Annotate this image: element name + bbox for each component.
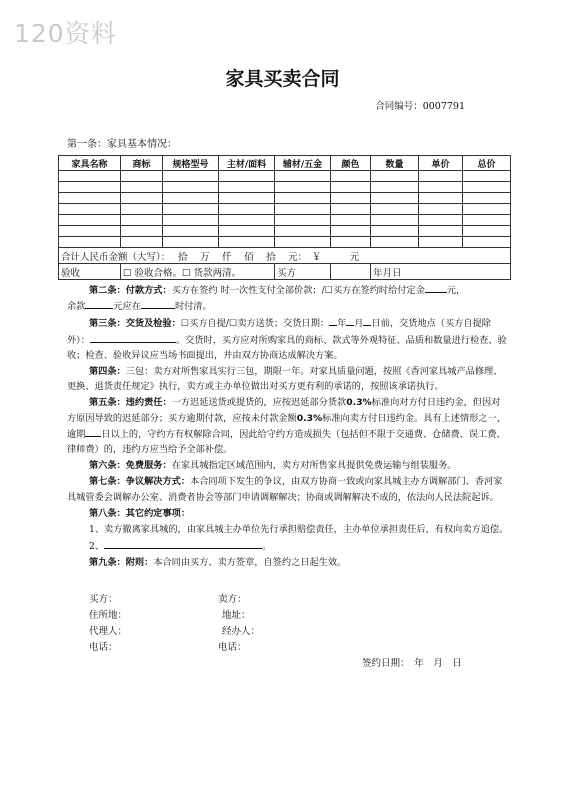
section-1-heading: 第一条：家具基本情况： <box>67 139 177 150</box>
seller-signature-label: 卖方： <box>218 594 247 605</box>
table-header-row <box>59 156 511 171</box>
table-cell[interactable] <box>419 237 463 248</box>
table-cell[interactable] <box>219 237 275 248</box>
header-cell: 商标 <box>121 156 163 171</box>
signing-date-label: 签约日期： 年 月 日 <box>362 658 462 669</box>
table-cell[interactable] <box>219 215 275 226</box>
contract-number: 合同编号：0007791 <box>375 101 465 112</box>
table-row <box>59 171 511 182</box>
clause-3-year: 年 <box>337 318 347 330</box>
table-cell[interactable] <box>419 204 463 215</box>
table-cell[interactable] <box>219 226 275 237</box>
table-row <box>59 193 511 204</box>
table-cell[interactable] <box>463 182 511 193</box>
table-cell[interactable] <box>275 193 331 204</box>
buyer-label: 买方 <box>275 264 331 280</box>
acceptance-date[interactable]: 年月日 <box>371 264 511 280</box>
clause-5-text-b: 标准向对方付日违约金，但因对方原因导致的迟延部分；买方逾期付款，应按未付款金额 <box>67 397 501 424</box>
clause-4-title: 第四条： <box>89 366 126 378</box>
clause-8-item-2-prefix: 2、 <box>89 541 105 553</box>
clause-3 <box>67 315 509 363</box>
clause-3-text-b: 日前，交货地点（买方自提除外）： <box>67 318 491 346</box>
clause-5-title: 第五条：违约责任： <box>89 397 172 409</box>
table-cell[interactable] <box>59 193 121 204</box>
table-row <box>59 237 511 248</box>
watermark-logo: 120资料 <box>14 19 117 48</box>
clause-5-text-d: 日以上的，守约方有权解除合同，因此给守约方造成损失（包括但不限于交通费、仓储费、误工费、律师费）的，违约方应当给予全部补偿。 <box>67 428 506 456</box>
header-cell: 主材/面料 <box>219 156 275 171</box>
table-cell[interactable] <box>219 182 275 193</box>
balance-blank[interactable] <box>85 298 113 309</box>
clause-5-text-a: 一方迟延送货或提货的，应按迟延部分货款 <box>171 397 347 409</box>
table-cell[interactable] <box>371 204 419 215</box>
table-cell[interactable] <box>163 193 219 204</box>
table-cell[interactable] <box>59 237 121 248</box>
table-cell[interactable] <box>59 204 121 215</box>
clause-3-title: 第三条：交货及检验： <box>89 318 181 330</box>
balance-time-blank[interactable] <box>141 298 175 309</box>
table-cell[interactable] <box>121 237 163 248</box>
table-cell[interactable] <box>59 215 121 226</box>
table-cell[interactable] <box>463 215 511 226</box>
clause-5-pct-2: 0.3% <box>296 412 323 424</box>
header-cell: 单价 <box>419 156 463 171</box>
handler-label: 经办人： <box>222 626 261 637</box>
clause-2-text-e: 时付清。 <box>174 301 212 313</box>
acceptance-row <box>59 264 511 280</box>
table-cell[interactable] <box>463 226 511 237</box>
table-cell[interactable] <box>463 171 511 182</box>
header-cell: 规格型号 <box>163 156 219 171</box>
clause-9 <box>67 555 509 570</box>
acceptance-checkboxes[interactable]: ☐ 验收合格。☐ 货款两清。 <box>121 264 275 280</box>
table-row <box>59 215 511 226</box>
table-cell[interactable] <box>275 226 331 237</box>
table-cell[interactable] <box>331 237 371 248</box>
table-cell[interactable] <box>275 182 331 193</box>
table-cell[interactable] <box>219 171 275 182</box>
table-cell[interactable] <box>163 182 219 193</box>
table-cell[interactable] <box>371 171 419 182</box>
table-cell[interactable] <box>59 171 121 182</box>
buyer-sign-cell[interactable] <box>331 264 371 280</box>
table-row <box>59 182 511 193</box>
document-title: 家具买卖合同 <box>225 68 340 90</box>
table-cell[interactable] <box>371 215 419 226</box>
agent-label: 代理人： <box>89 626 128 637</box>
address-label: 地址： <box>222 610 251 621</box>
clause-5-pct-1: 0.3% <box>346 397 372 409</box>
acceptance-label: 验收 <box>59 264 121 280</box>
clause-8-item-2 <box>67 538 509 554</box>
table-cell[interactable] <box>371 182 419 193</box>
table-cell[interactable] <box>331 193 371 204</box>
table-cell[interactable] <box>331 171 371 182</box>
table-cell[interactable] <box>163 204 219 215</box>
table-cell[interactable] <box>121 193 163 204</box>
table-cell[interactable] <box>331 226 371 237</box>
total-amount-cell[interactable]: 合计人民币金额（大写）： 拾 万 仟 佰 拾 元： ￥ 元 <box>59 248 511 264</box>
contract-clauses <box>67 282 509 572</box>
clause-2-text-d: 元应在 <box>113 301 141 313</box>
other-terms-blank[interactable] <box>104 538 262 549</box>
overdue-days-blank[interactable] <box>85 426 101 437</box>
clause-5-text-c: 标准向卖方付日违约金。具有上述情形之一，逾期 <box>67 412 506 440</box>
table-cell[interactable] <box>419 171 463 182</box>
residence-label: 住所地： <box>89 610 128 621</box>
clause-2-text-b: 元， <box>446 285 466 296</box>
table-cell[interactable] <box>219 193 275 204</box>
table-cell[interactable] <box>275 215 331 226</box>
header-cell: 家具名称 <box>59 156 121 171</box>
table-cell[interactable] <box>121 182 163 193</box>
table-cell[interactable] <box>419 215 463 226</box>
table-cell[interactable] <box>419 182 463 193</box>
table-cell[interactable] <box>371 226 419 237</box>
clause-2-title: 第二条：付款方式： <box>89 285 172 296</box>
seller-phone-label: 电话： <box>218 642 247 653</box>
table-cell[interactable] <box>371 237 419 248</box>
table-cell[interactable] <box>331 204 371 215</box>
table-cell[interactable] <box>463 237 511 248</box>
header-cell: 辅材/五金 <box>275 156 331 171</box>
clause-7-text: 本合同项下发生的争议，由双方协商一致或向家具城主办方调解部门、香河家具城管委会调解办公室、消费者协会等部门申请调解解决；协商或调解解决不成的，依法向人民法院起诉。 <box>67 476 503 503</box>
table-cell[interactable] <box>121 226 163 237</box>
clause-9-text: 本合同由买方、卖方签章，自签约之日起生效。 <box>153 557 347 569</box>
clause-8 <box>67 506 509 521</box>
header-cell: 数量 <box>371 156 419 171</box>
clause-9-title: 第九条：附则： <box>89 557 154 569</box>
clause-3-text-a: ☐买方自提/☐卖方送货；交货日期： <box>180 318 330 330</box>
clause-6-text: 在家具城指定区域范围内，卖方对所售家具提供免费运输与组装服务。 <box>171 460 457 472</box>
buyer-phone-label: 电话： <box>89 642 118 653</box>
table-cell[interactable] <box>275 237 331 248</box>
clause-2-text-a: 买方在签约 时一次性支付全部价款；/☐买方在签约时给付定金 <box>171 285 425 296</box>
clause-6 <box>67 458 509 473</box>
table-cell[interactable] <box>121 215 163 226</box>
header-cell: 颜色 <box>331 156 371 171</box>
table-cell[interactable] <box>59 226 121 237</box>
clause-5 <box>67 395 509 457</box>
table-cell[interactable] <box>463 193 511 204</box>
clause-8-title: 第八条：其它约定事项： <box>89 507 191 519</box>
table-cell[interactable] <box>59 182 121 193</box>
table-cell[interactable] <box>275 171 331 182</box>
clause-7 <box>67 474 509 504</box>
clause-8-item-2-suffix: 。 <box>262 541 272 553</box>
table-row <box>59 204 511 215</box>
table-row <box>59 226 511 237</box>
table-cell[interactable] <box>163 226 219 237</box>
furniture-table <box>58 155 511 280</box>
table-cell[interactable] <box>163 171 219 182</box>
table-cell[interactable] <box>331 215 371 226</box>
table-cell[interactable] <box>121 171 163 182</box>
clause-6-title: 第六条：免费服务： <box>89 460 172 472</box>
table-cell[interactable] <box>163 237 219 248</box>
total-row <box>59 248 511 264</box>
table-cell[interactable] <box>275 204 331 215</box>
deposit-blank[interactable] <box>425 282 447 293</box>
table-cell[interactable] <box>219 204 275 215</box>
delivery-year-blank[interactable] <box>329 315 337 326</box>
clause-3-month: 月 <box>354 318 364 330</box>
buyer-signature-label: 买方： <box>89 594 118 605</box>
clause-2 <box>67 282 509 314</box>
clause-4 <box>67 364 509 394</box>
table-cell[interactable] <box>331 182 371 193</box>
clause-7-title: 第七条：争议解决方式： <box>89 476 191 488</box>
clause-4-text: 三包：卖方对所售家具实行三包，期限一年。对家具质量问题，按照《香河家具城产品修理、更换、退货责任规定》执行，卖方或主办单位做出对买方更有利的承诺的，按照该承诺执行。 <box>67 366 503 393</box>
delivery-location-blank[interactable] <box>90 332 176 343</box>
table-cell[interactable] <box>163 215 219 226</box>
clause-8-item-1-text: 1、卖方撤离家具城的，由家具城主办单位先行承担赔偿责任，主办单位承担责任后，有权向卖方追偿。 <box>89 524 509 536</box>
table-cell[interactable] <box>121 204 163 215</box>
table-cell[interactable] <box>463 204 511 215</box>
clause-8-item-1 <box>67 522 509 537</box>
clause-2-text-c: 余款 <box>67 301 86 313</box>
table-cell[interactable] <box>419 226 463 237</box>
table-cell[interactable] <box>419 193 463 204</box>
clause-3-text-c: 。交货时，买方应对所购家具的商标、款式等外观特征、品质和数量进行检查、验收；检查、验收异议应当场书面提出，并由双方协商达成解决方案。 <box>67 334 507 361</box>
header-cell: 总价 <box>463 156 511 171</box>
table-cell[interactable] <box>371 193 419 204</box>
